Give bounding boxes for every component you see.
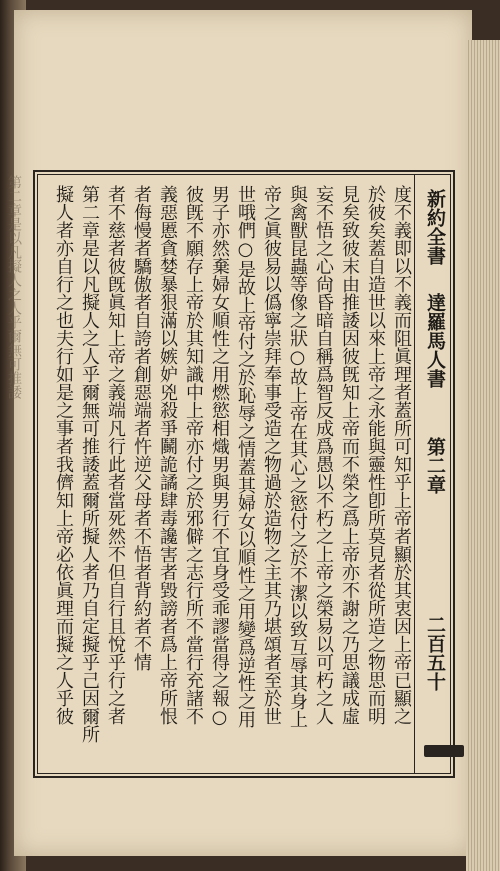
- book-title: 新約全書: [424, 189, 446, 265]
- page-number: 二百五十: [424, 615, 446, 691]
- text-column-1: 度不義即以不義而阻眞理者蓋所可知乎上帝者顯於其衷因上帝已顯之: [391, 185, 412, 725]
- text-column-6: 帝之眞彼易以僞寧崇拜奉事受造之物過於造物之主其乃堪頌者至於世: [261, 185, 282, 725]
- text-column-11: 者侮慢者驕傲者自誇者創惡端者忤逆父母者不悟者背約者不情: [131, 185, 152, 671]
- text-column-12: 者不慈者彼旣眞知上帝之義端凡行此者當死然不但自行且悅乎行之者: [105, 185, 126, 725]
- text-column-14: 擬人者亦自行之也夫行如是之事者我儕知上帝必依眞理而擬之人乎彼: [53, 185, 74, 725]
- text-column-5: 與禽獸昆蟲等像之狀○故上帝在其心之慾付之於不潔以致互辱其身上: [287, 185, 308, 728]
- text-column-7: 世哦們○是故上帝付之於恥辱之情蓋其婦女以順性之用變爲逆性之用: [235, 185, 256, 728]
- text-column-3: 見矣致彼末由推諉因彼旣知上帝而不榮之爲上帝亦不謝之乃思議成虛: [339, 185, 360, 725]
- text-column-2: 於彼矣蓋自造世以來上帝之永能與靈性卽所莫見者從所造之物思而明: [365, 185, 386, 725]
- text-column-8: 男子亦然棄婦女順性之用燃慾相熾男與男行不宜身受乖謬當得之報○: [209, 185, 230, 728]
- bleed-through-text: 第二章是以凡擬人之人乎爾無可推諉: [6, 175, 22, 399]
- text-column-13: 第二章是以凡擬人之人乎爾無可推諉蓋爾所擬人者乃自定擬乎己因爾所: [79, 185, 100, 743]
- page-stack-edge: [466, 40, 500, 871]
- header-separator: [414, 175, 415, 773]
- text-column-10: 義惡慝貪婪暴狠滿以嫉妒兇殺爭鬭詭譎肆毒讒害者毀謗者爲上帝所恨: [157, 185, 178, 725]
- chapter-title: 第二章: [424, 437, 446, 494]
- text-frame-inner: [37, 174, 451, 774]
- text-column-4: 妄不悟之心尙昏暗自稱爲智反成爲愚以不朽之上帝之榮易以可朽之人: [313, 185, 334, 725]
- text-frame: [33, 170, 455, 778]
- text-column-9: 彼旣不願存上帝於其知識中上帝亦付之於邪僻之志行所不當行充諸不: [183, 185, 204, 725]
- epistle-title: 達羅馬人書: [424, 293, 446, 388]
- page-tab-mark: [424, 745, 464, 757]
